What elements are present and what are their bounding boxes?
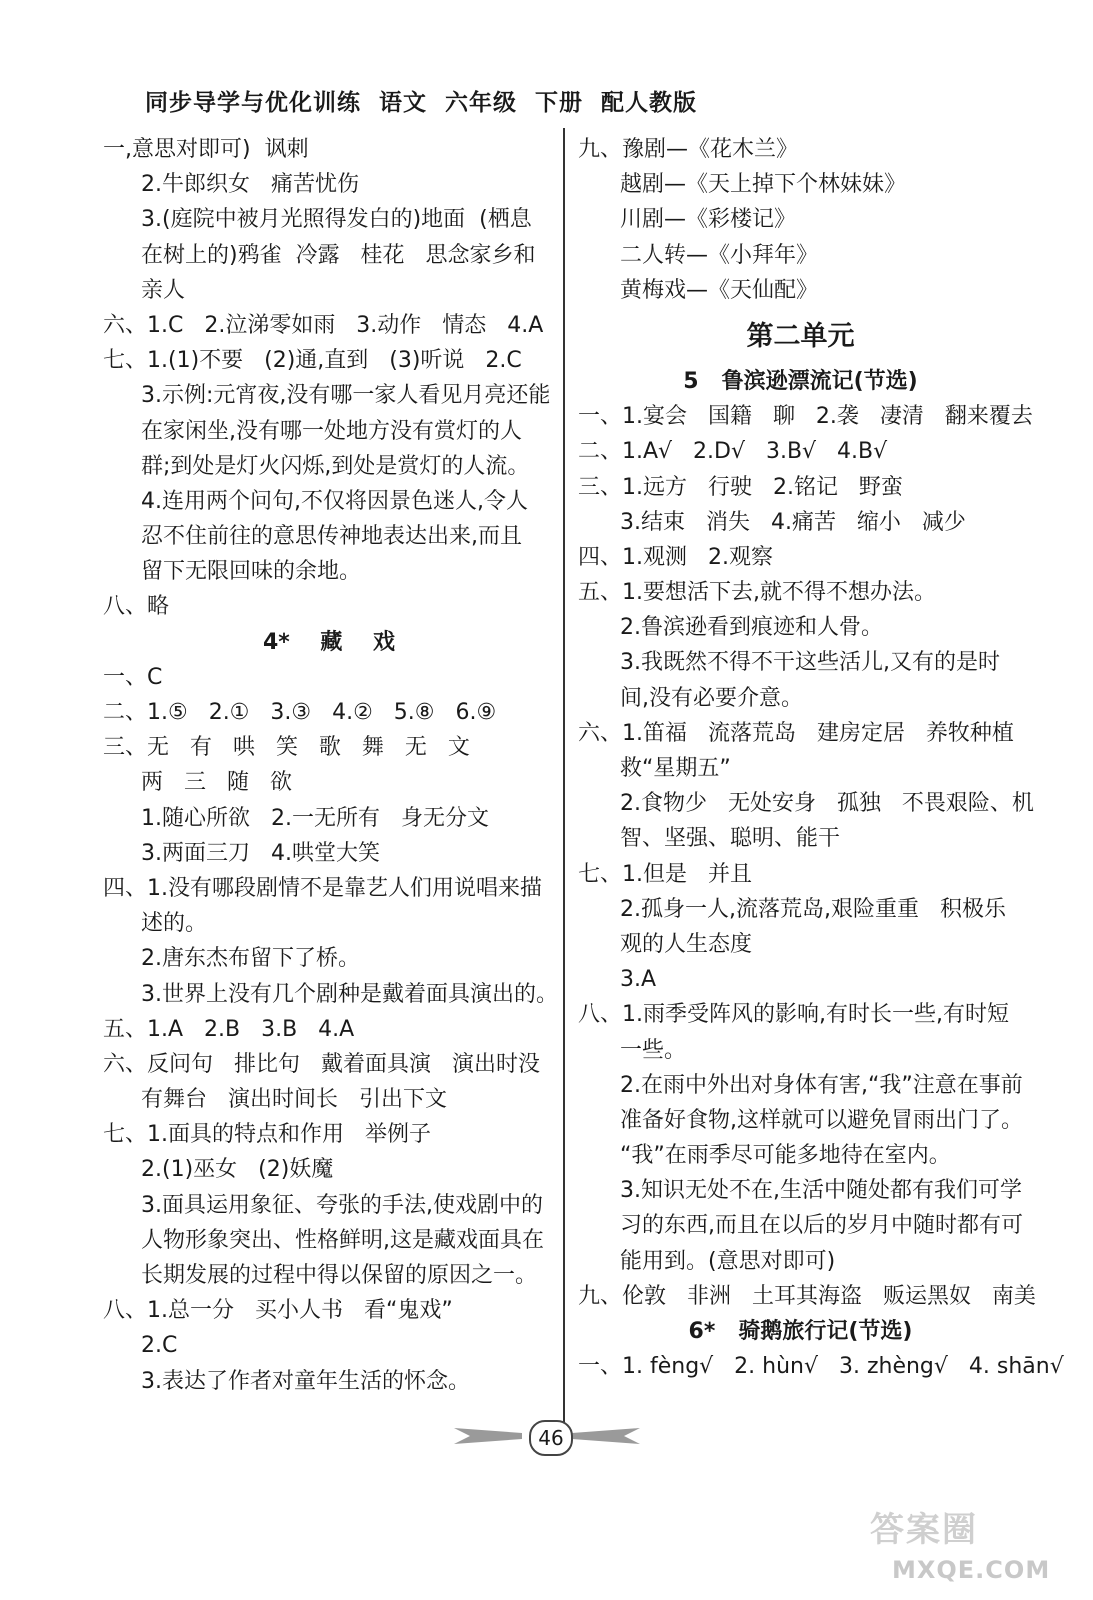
answer-line: 一、1.宴会 国籍 聊 2.袭 凄清 翻来覆去 [578,404,1033,430]
answer-line: 间,没有必要介意。 [620,685,803,711]
answer-line: 智、坚强、聪明、能干 [620,826,841,852]
answer-line: 八、1.雨季受阵风的影响,有时长一些,有时短 [578,1002,1009,1028]
watermark-url: MXQE.COM [892,1556,1051,1584]
answer-line: 人物形象突出、性格鲜明,这是藏戏面具在 [141,1227,544,1253]
answer-line: 二、1.A√ 2.D√ 3.B√ 4.B√ [578,439,888,465]
answer-line: 述的。 [141,911,208,937]
answer-line: 二人转—《小拜年》 [620,242,819,268]
answer-line: 1.随心所欲 2.一无所有 身无分文 [141,805,489,831]
answer-line: 习的东西,而且在以后的岁月中随时都有可 [620,1213,1023,1239]
right-column [578,132,1064,1384]
answer-line: 八、略 [103,594,170,620]
answer-line: 群;到处是灯火闪烁,到处是赏灯的人流。 [141,453,530,479]
answer-line: 八、1.总一分 买小人书 看“鬼戏” [103,1298,453,1324]
answer-line: 2.孤身一人,流落荒岛,艰险重重 积极乐 [620,896,1006,922]
answer-line: 3.面具运用象征、夸张的手法,使戏剧中的 [141,1192,543,1218]
answer-line: 六、反问句 排比句 戴着面具演 演出时没 [103,1051,540,1077]
answer-line: 3.(庭院中被月光照得发白的)地面 (栖息 [141,207,532,233]
answer-line: 五、1.A 2.B 3.B 4.A [103,1016,355,1042]
answer-line: 长期发展的过程中得以保留的原因之一。 [141,1263,538,1288]
column-divider [563,128,565,1428]
answer-line: 五、1.要想活下去,就不得不想办法。 [578,580,936,606]
answer-line: 七、1.面具的特点和作用 举例子 [103,1122,431,1148]
answer-line: 能用到。(意思对即可) [620,1248,836,1274]
answer-line: 忍不住前往的意思传神地表达出来,而且 [141,524,522,550]
answer-line: 六、1.笛福 流落荒岛 建房定居 养牧种植 [578,720,1014,746]
answer-line: 在家闲坐,没有哪一处地方没有赏灯的人 [141,418,522,444]
answer-line: 九、豫剧—《花木兰》 [578,137,799,162]
answer-line: 四、1.观测 2.观察 [578,544,773,570]
answer-line: 2.(1)巫女 (2)妖魔 [141,1157,334,1183]
lesson-heading: 4* 藏 戏 [262,629,396,655]
answer-line: 4.连用两个问句,不仅将因景色迷人,令人 [141,488,528,514]
lesson-heading: 5 鲁滨逊漂流记(节选) [683,368,918,394]
page-header: 同步导学与优化训练 语文 六年级 下册 配人教版 [145,90,698,116]
answer-line: 3.知识无处不在,生活中随处都有我们可学 [620,1178,1022,1204]
answer-line: 3.表达了作者对童年生活的怀念。 [141,1368,470,1394]
answer-line: 3.示例:元宵夜,没有哪一家人看见月亮还能 [141,383,551,409]
answer-line: 2.食物少 无处安身 孤独 不畏艰险、机 [620,791,1034,817]
answer-line: 2.在雨中外出对身体有害,“我”注意在事前 [620,1072,1023,1098]
answer-line: 七、1.但是 并且 [578,861,752,887]
answer-line: 二、1.⑤ 2.① 3.③ 4.② 5.⑧ 6.⑨ [103,700,497,725]
answer-line: 准备好食物,这样就可以避免冒雨出门了。 [620,1107,1023,1133]
watermark-logo: 答案圈 [870,1510,978,1550]
answer-line: 救“星期五” [620,756,731,781]
answer-line: 六、1.C 2.泣涕零如雨 3.动作 情态 4.A [103,312,544,338]
answer-line: 2.唐东杰布留下了桥。 [141,946,360,972]
answer-line: 一、C [103,664,163,690]
answer-line: 3.世界上没有几个剧种是戴着面具演出的。 [141,981,558,1007]
page-number: 46 [529,1420,573,1456]
answer-line: 九、伦敦 非洲 土耳其海盗 贩运黑奴 南美 [578,1283,1036,1309]
left-column [103,132,558,1399]
answer-line: 亲人 [141,277,186,303]
answer-line: 一、1. fèng√ 2. hùn√ 3. zhèng√ 4. shān√ [578,1354,1064,1380]
answer-line: 2.C [141,1333,178,1359]
answer-line: 一,意思对即可) 讽刺 [103,137,309,162]
answer-line: 三、1.远方 行驶 2.铭记 野蛮 [578,474,903,500]
lesson-heading: 6* 骑鹅旅行记(节选) [688,1319,913,1344]
answer-line: 黄梅戏—《天仙配》 [620,277,819,303]
answer-line: 一些。 [620,1037,687,1063]
answer-line: 3.我既然不得不干这些活儿,又有的是时 [620,650,1000,676]
answer-line: 两 三 随 欲 [141,770,292,796]
answer-line: 留下无限回味的余地。 [141,559,362,585]
answer-line: 越剧—《天上掉下个林妹妹》 [620,172,907,198]
answer-line: 三、无 有 哄 笑 歌 舞 无 文 [103,735,470,761]
answer-line: 有舞台 演出时间长 引出下文 [141,1087,447,1113]
page-footer [452,1418,642,1454]
answer-line: 2.鲁滨逊看到痕迹和人骨。 [620,615,883,641]
answer-line: “我”在雨季尽可能多地待在室内。 [620,1143,951,1169]
answer-line: 3.结束 消失 4.痛苦 缩小 减少 [620,509,966,535]
answer-line: 3.两面三刀 4.哄堂大笑 [141,840,380,866]
answer-line: 七、1.(1)不要 (2)通,直到 (3)听说 2.C [103,348,522,374]
answer-line: 四、1.没有哪段剧情不是靠艺人们用说唱来描 [103,875,542,901]
answer-line: 观的人生态度 [620,931,753,957]
answer-line: 2.牛郎织女 痛苦忧伤 [141,172,359,198]
answer-line: 3.A [620,967,657,993]
answer-line: 在树上的)鸦雀 冷露 桂花 思念家乡和 [141,242,536,268]
answer-line: 川剧—《彩楼记》 [620,207,797,233]
unit-title: 第二单元 [746,320,855,352]
